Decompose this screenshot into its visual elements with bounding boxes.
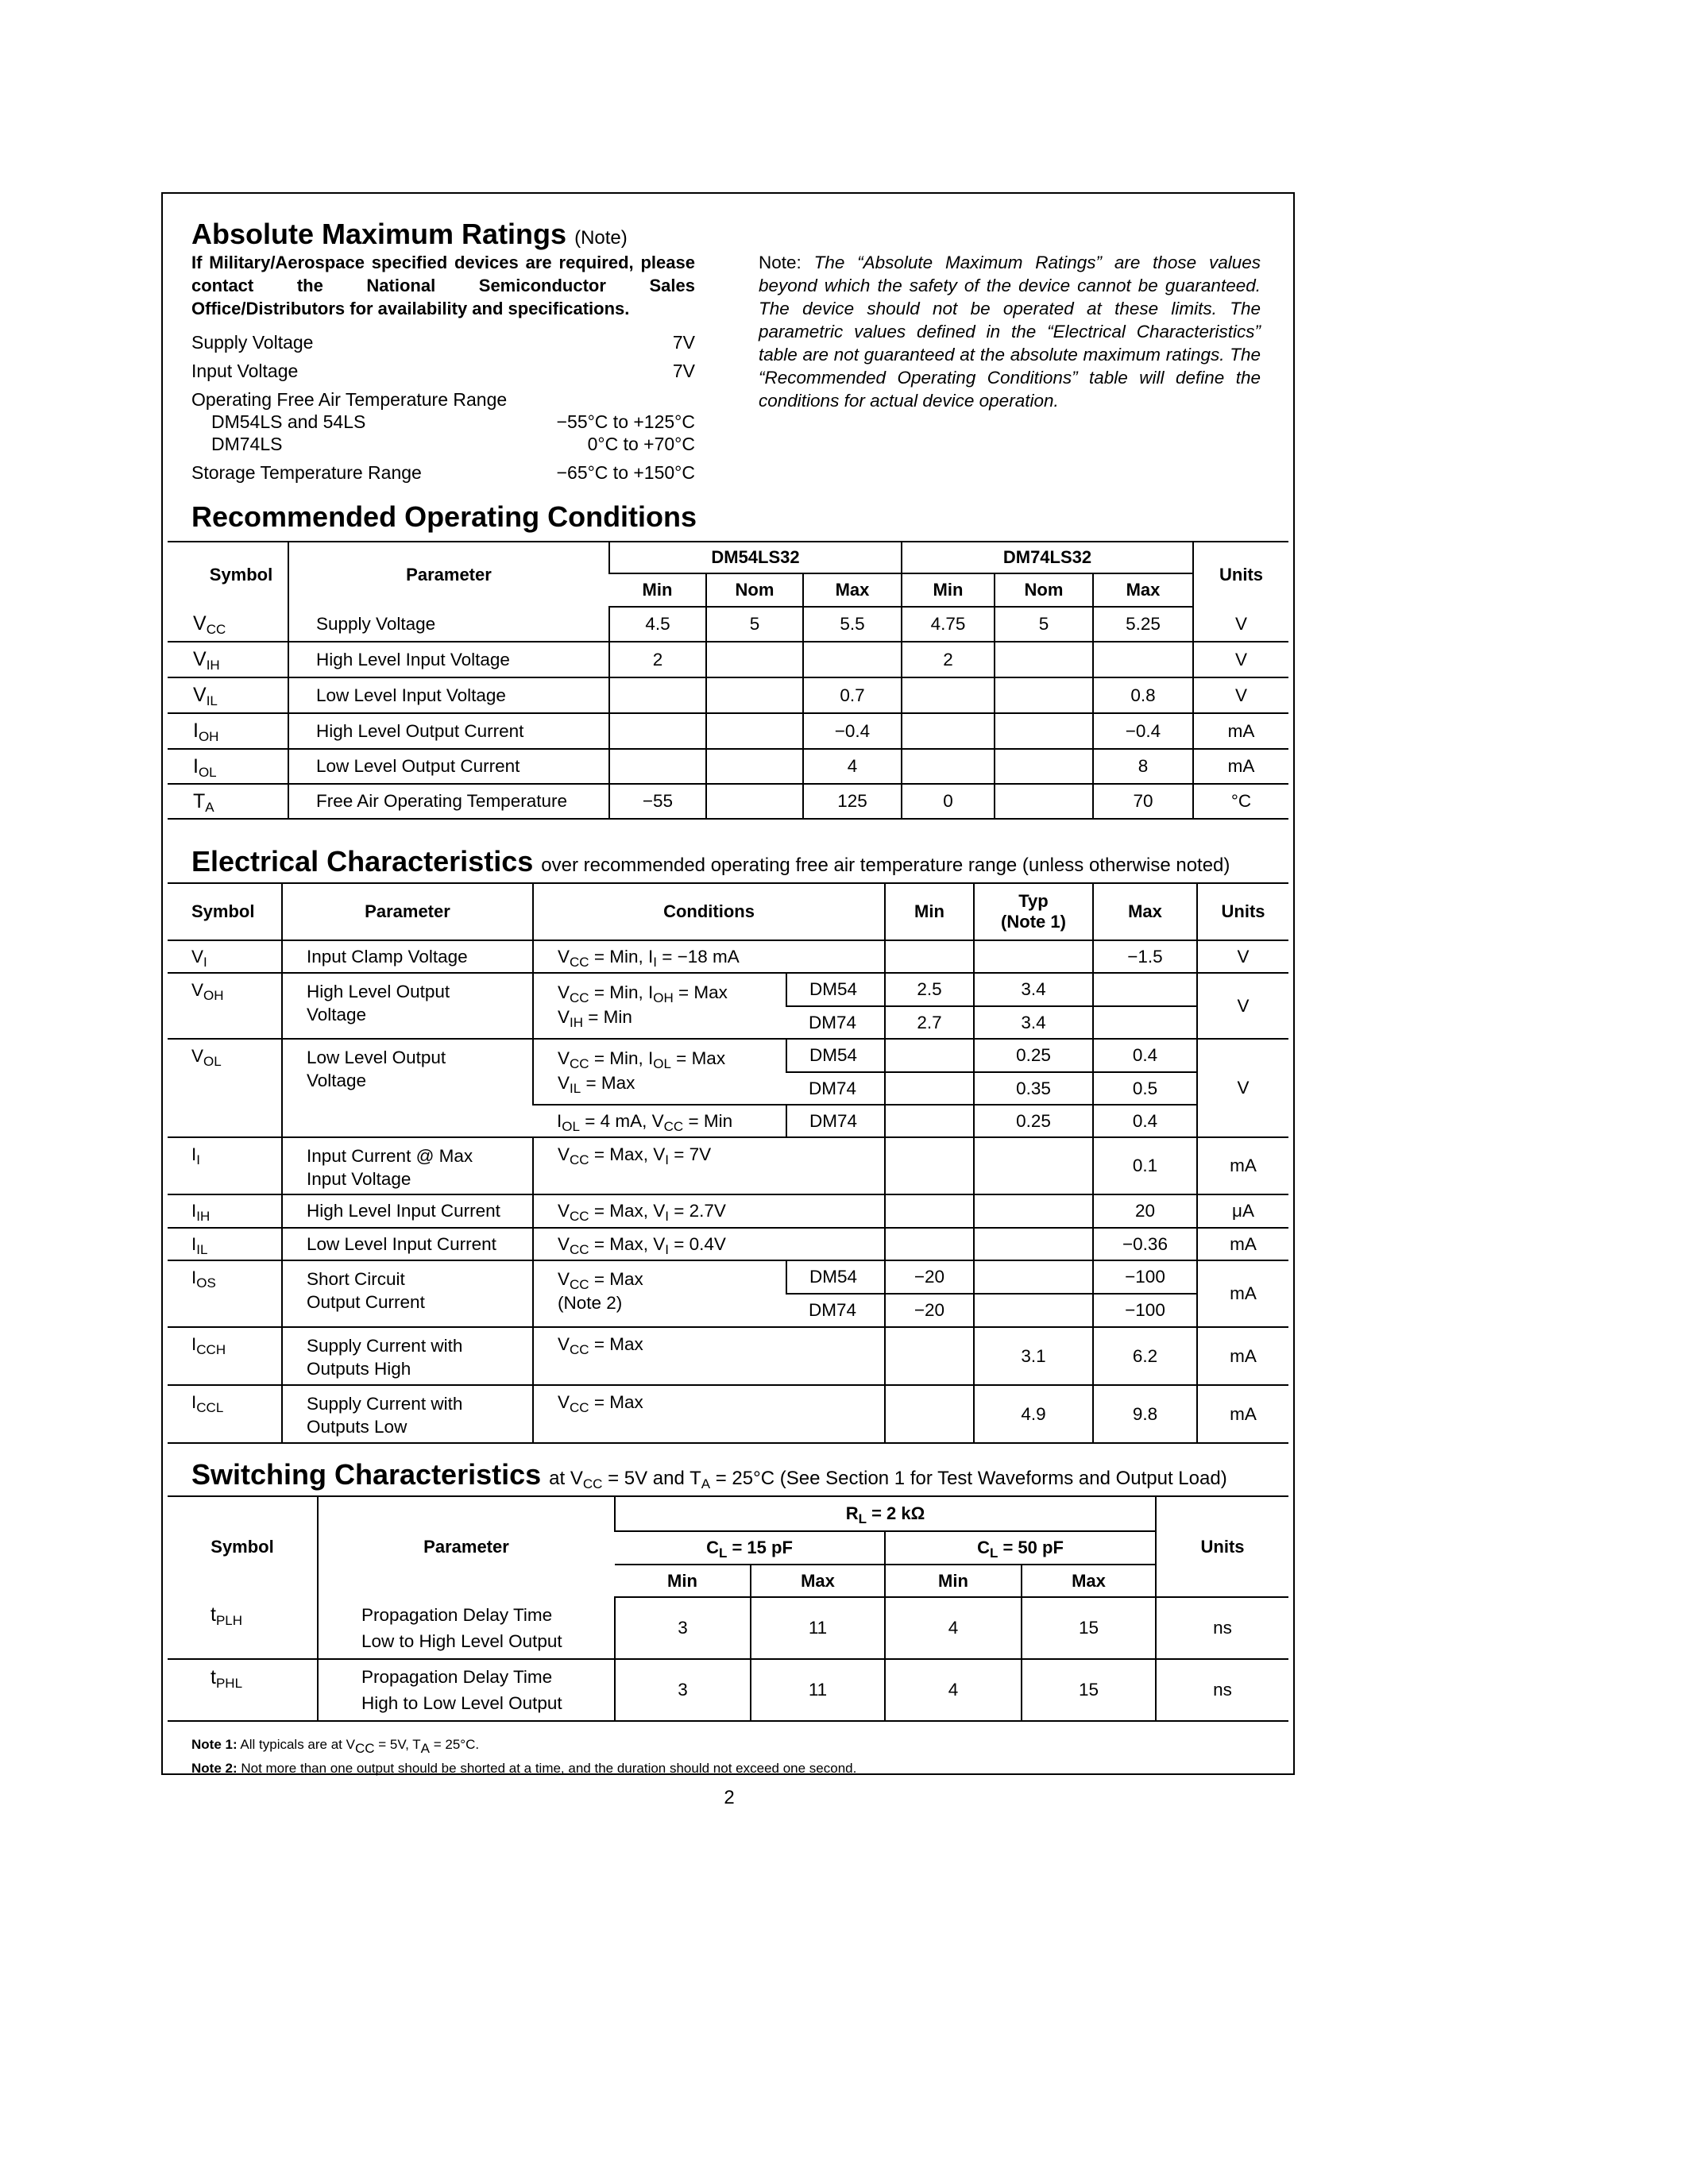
conditions-cell: $V_{CC}$ = Min, $I_{OL}$ = Max $V_{IL}$ = Max bbox=[533, 1039, 786, 1105]
value-cell bbox=[995, 642, 1093, 677]
page-number: 2 bbox=[724, 1787, 735, 1808]
amr-value: 7V bbox=[672, 361, 695, 381]
symbol-cell: $I_I$ bbox=[168, 1137, 282, 1194]
parameter-cell: Input Clamp Voltage bbox=[282, 940, 533, 973]
value-cell: 3 bbox=[615, 1659, 751, 1721]
value-cell: 0.4 bbox=[1093, 1105, 1197, 1137]
units-cell: mA bbox=[1197, 1385, 1288, 1443]
value-cell: 0.25 bbox=[974, 1039, 1093, 1072]
parameter-cell: Propagation Delay Time Low to High Level Output bbox=[318, 1597, 615, 1659]
units-cell: mA bbox=[1197, 1260, 1288, 1327]
parameter-cell: Propagation Delay Time High to Low Level Output bbox=[318, 1659, 615, 1721]
table-row bbox=[168, 1260, 1288, 1294]
conditions-cell: $V_{CC}$ = Max bbox=[533, 1385, 885, 1443]
amr-label: Storage Temperature Range bbox=[191, 462, 422, 483]
units-cell: °C bbox=[1193, 784, 1288, 819]
value-cell: 4 bbox=[803, 749, 902, 784]
symbol-cell: $I_{OL}$ bbox=[168, 749, 288, 784]
value-cell: 0.8 bbox=[1093, 677, 1193, 713]
device-cell: DM54 bbox=[786, 973, 885, 1006]
value-cell: 2 bbox=[609, 642, 706, 677]
device-cell: DM74 bbox=[786, 1105, 885, 1137]
ec-header-conditions: Conditions bbox=[533, 883, 885, 940]
roc-table bbox=[168, 541, 1288, 820]
symbol-cell: $I_{CCH}$ bbox=[168, 1327, 282, 1385]
ec-header-symbol: Symbol bbox=[168, 883, 282, 940]
symbol-cell: $V_{IL}$ bbox=[168, 677, 288, 713]
value-cell bbox=[706, 677, 803, 713]
value-cell: 11 bbox=[751, 1597, 885, 1659]
value-cell: −0.4 bbox=[1093, 713, 1193, 749]
roc-title: Recommended Operating Conditions bbox=[191, 500, 697, 533]
symbol-cell: $I_{OH}$ bbox=[168, 713, 288, 749]
roc-header-units: Units bbox=[1193, 542, 1288, 607]
ec-header-typ: Typ (Note 1) bbox=[974, 883, 1093, 940]
value-cell bbox=[995, 784, 1093, 819]
value-cell bbox=[995, 677, 1093, 713]
sc-header-rl: $R_L = 2$ kΩ bbox=[615, 1496, 1156, 1531]
units-cell: V bbox=[1193, 642, 1288, 677]
roc-header-nom: Nom bbox=[706, 573, 803, 607]
amr-value: −65°C to +150°C bbox=[556, 462, 695, 483]
value-cell: 15 bbox=[1022, 1659, 1156, 1721]
amr-label: Input Voltage bbox=[191, 361, 299, 381]
table-row bbox=[168, 1659, 1288, 1721]
value-cell: 9.8 bbox=[1093, 1385, 1197, 1443]
parameter-cell: Low Level Input Voltage bbox=[288, 677, 609, 713]
roc-header-symbol: Symbol bbox=[209, 564, 273, 585]
value-cell: −100 bbox=[1093, 1294, 1197, 1327]
amr-label: Supply Voltage bbox=[191, 332, 314, 353]
value-cell: 2 bbox=[902, 642, 995, 677]
value-cell: 15 bbox=[1022, 1597, 1156, 1659]
units-cell: V bbox=[1197, 973, 1288, 1039]
roc-header-dm74ls32: DM74LS32 bbox=[902, 542, 1193, 573]
value-cell bbox=[609, 677, 706, 713]
sc-header-max: Max bbox=[1022, 1565, 1156, 1597]
conditions-cell: $V_{CC}$ = Max (Note 2) bbox=[533, 1260, 786, 1327]
table-row bbox=[168, 713, 1288, 749]
conditions-cell: $V_{CC}$ = Max, $V_I = 2.7V$ bbox=[533, 1194, 885, 1228]
symbol-cell: $T_A$ bbox=[168, 784, 288, 819]
amr-label: DM54LS and 54LS bbox=[211, 411, 366, 432]
device-cell: DM74 bbox=[786, 1294, 885, 1327]
value-cell: 0.5 bbox=[1093, 1072, 1197, 1105]
parameter-cell: Free Air Operating Temperature bbox=[288, 784, 609, 819]
parameter-cell: Input Current @ Max Input Voltage bbox=[282, 1137, 533, 1194]
parameter-cell: Low Level Input Current bbox=[282, 1228, 533, 1260]
value-cell: 3.1 bbox=[974, 1327, 1093, 1385]
device-cell: DM54 bbox=[786, 1039, 885, 1072]
device-cell: DM54 bbox=[786, 1260, 885, 1294]
value-cell bbox=[1093, 642, 1193, 677]
value-cell: 4 bbox=[885, 1659, 1022, 1721]
value-cell bbox=[995, 749, 1093, 784]
symbol-cell: $I_{OS}$ bbox=[168, 1260, 282, 1327]
parameter-cell: High Level Input Voltage bbox=[288, 642, 609, 677]
value-cell: 11 bbox=[751, 1659, 885, 1721]
value-cell bbox=[706, 713, 803, 749]
symbol-cell: $I_{CCL}$ bbox=[168, 1385, 282, 1443]
symbol-cell: $I_{IH}$ bbox=[168, 1194, 282, 1228]
value-cell: −20 bbox=[885, 1260, 974, 1294]
table-row bbox=[168, 1327, 1288, 1385]
table-row bbox=[168, 642, 1288, 677]
roc-header-max: Max bbox=[803, 573, 902, 607]
parameter-cell: Supply Voltage bbox=[288, 607, 609, 642]
value-cell: 0.25 bbox=[974, 1105, 1093, 1137]
table-row bbox=[168, 1228, 1288, 1260]
ec-header-parameter: Parameter bbox=[282, 883, 533, 940]
sc-header-min: Min bbox=[885, 1565, 1022, 1597]
footnotes bbox=[191, 1733, 856, 1781]
note-1: Note 1: All typicals are at $V_{CC} = 5V$, $T_A = 25^\circ C$. bbox=[191, 1737, 480, 1756]
roc-header-parameter: Parameter bbox=[288, 542, 609, 607]
value-cell: 0 bbox=[902, 784, 995, 819]
parameter-cell: Supply Current with Outputs Low bbox=[282, 1385, 533, 1443]
value-cell: 8 bbox=[1093, 749, 1193, 784]
amr-value: −55°C to +125°C bbox=[556, 411, 695, 432]
amr-note: Note: The “Absolute Maximum Ratings” are those values beyond which the safety of the device cannot be guaranteed. The device should not be operated at these limits. The parametric values defined in the “Electrical Characteristics” table are not guaranteed at the absolute maximum ratings. The “Recommended Operating Conditions” table will define the conditions for actual device operation. bbox=[759, 253, 1261, 411]
ec-header-max: Max bbox=[1093, 883, 1197, 940]
value-cell: −1.5 bbox=[1093, 940, 1197, 973]
value-cell bbox=[803, 642, 902, 677]
roc-header-min: Min bbox=[609, 573, 706, 607]
note-2: Note 2: Not more than one output should be shorted at a time, and the duration should not exceed one second. bbox=[191, 1761, 857, 1776]
table-row bbox=[168, 1385, 1288, 1443]
value-cell: 0.7 bbox=[803, 677, 902, 713]
value-cell: 4.9 bbox=[974, 1385, 1093, 1443]
conditions-cell: $V_{CC}$ = Min, $I_I = -18$ mA bbox=[533, 940, 885, 973]
roc-header-dm54ls32: DM54LS32 bbox=[609, 542, 902, 573]
value-cell bbox=[902, 677, 995, 713]
value-cell: 3.4 bbox=[974, 973, 1093, 1006]
value-cell bbox=[995, 713, 1093, 749]
value-cell: 70 bbox=[1093, 784, 1193, 819]
value-cell bbox=[706, 642, 803, 677]
amr-value: 0°C to +70°C bbox=[587, 434, 695, 454]
conditions-cell: $V_{CC}$ = Min, $I_{OH}$ = Max $V_{IH}$ = Min bbox=[533, 973, 786, 1039]
roc-header-min: Min bbox=[902, 573, 995, 607]
value-cell bbox=[902, 749, 995, 784]
table-row bbox=[168, 607, 1288, 642]
table-row bbox=[168, 749, 1288, 784]
conditions-cell: $V_{CC}$ = Max, $V_I = 0.4V$ bbox=[533, 1228, 885, 1260]
value-cell: 4 bbox=[885, 1597, 1022, 1659]
units-cell: ns bbox=[1156, 1597, 1288, 1659]
value-cell: 20 bbox=[1093, 1194, 1197, 1228]
table-row bbox=[168, 1597, 1288, 1659]
sc-title: Switching Characteristics at $V_{CC} = 5V$ and $T_A = 25^\circ C$ (See Section 1 for Test Waveforms and Output Load) bbox=[191, 1458, 1227, 1491]
conditions-cell: $V_{CC}$ = Max, $V_I = 7V$ bbox=[533, 1137, 885, 1194]
table-row bbox=[168, 1137, 1288, 1194]
sc-header-units: Units bbox=[1156, 1496, 1288, 1597]
sc-header-parameter: Parameter bbox=[318, 1496, 615, 1597]
amr-value: 7V bbox=[672, 332, 695, 353]
ec-header-min: Min bbox=[885, 883, 974, 940]
conditions-cell: $I_{OL} = 4$ mA, $V_{CC}$ = Min bbox=[533, 1105, 786, 1137]
units-cell: mA bbox=[1193, 713, 1288, 749]
table-row bbox=[168, 784, 1288, 819]
value-cell: 4.75 bbox=[902, 607, 995, 642]
value-cell: 0.35 bbox=[974, 1072, 1093, 1105]
sc-header-symbol: Symbol bbox=[211, 1537, 274, 1557]
units-cell: V bbox=[1193, 677, 1288, 713]
table-row bbox=[168, 1039, 1288, 1072]
symbol-cell: $t_{PLH}$ bbox=[168, 1597, 318, 1659]
value-cell: 3.4 bbox=[974, 1006, 1093, 1039]
units-cell: V bbox=[1197, 1039, 1288, 1137]
ec-header-units: Units bbox=[1197, 883, 1288, 940]
units-cell: V bbox=[1197, 940, 1288, 973]
units-cell: mA bbox=[1197, 1228, 1288, 1260]
table-row bbox=[168, 677, 1288, 713]
parameter-cell: Low Level Output Voltage bbox=[282, 1039, 533, 1137]
units-cell: μA bbox=[1197, 1194, 1288, 1228]
value-cell: 5 bbox=[706, 607, 803, 642]
military-notice: If Military/Aerospace specified devices are required, please contact the National Semiconductor Sales Office/Distributors for availability and specifications. bbox=[191, 253, 695, 318]
sc-header-cl15: $C_L = 15$ pF bbox=[615, 1531, 885, 1565]
units-cell: ns bbox=[1156, 1659, 1288, 1721]
units-cell: mA bbox=[1197, 1137, 1288, 1194]
value-cell bbox=[902, 713, 995, 749]
device-cell: DM74 bbox=[786, 1072, 885, 1105]
value-cell: 2.5 bbox=[885, 973, 974, 1006]
value-cell: 4.5 bbox=[609, 607, 706, 642]
sc-header-max: Max bbox=[751, 1565, 885, 1597]
symbol-cell: $V_I$ bbox=[168, 940, 282, 973]
value-cell: 125 bbox=[803, 784, 902, 819]
sc-header-min: Min bbox=[615, 1565, 751, 1597]
units-cell: V bbox=[1193, 607, 1288, 642]
conditions-cell: $V_{CC}$ = Max bbox=[533, 1327, 885, 1385]
value-cell: 0.4 bbox=[1093, 1039, 1197, 1072]
symbol-cell: $V_{IH}$ bbox=[168, 642, 288, 677]
sc-table bbox=[168, 1495, 1288, 1722]
parameter-cell: High Level Output Voltage bbox=[282, 973, 533, 1039]
symbol-cell: $V_{OL}$ bbox=[168, 1039, 282, 1137]
roc-header-nom: Nom bbox=[995, 573, 1093, 607]
parameter-cell: High Level Input Current bbox=[282, 1194, 533, 1228]
amr-label: DM74LS bbox=[211, 434, 283, 454]
value-cell: 2.7 bbox=[885, 1006, 974, 1039]
amr-title: Absolute Maximum Ratings (Note) bbox=[191, 218, 628, 250]
value-cell: −20 bbox=[885, 1294, 974, 1327]
value-cell bbox=[706, 749, 803, 784]
table-row bbox=[168, 1194, 1288, 1228]
parameter-cell: High Level Output Current bbox=[288, 713, 609, 749]
table-row bbox=[168, 940, 1288, 973]
ec-title: Electrical Characteristics over recommended operating free air temperature range (unless otherwise noted) bbox=[191, 845, 1230, 878]
parameter-cell: Supply Current with Outputs High bbox=[282, 1327, 533, 1385]
value-cell bbox=[706, 784, 803, 819]
units-cell: mA bbox=[1193, 749, 1288, 784]
value-cell: 5.25 bbox=[1093, 607, 1193, 642]
parameter-cell: Low Level Output Current bbox=[288, 749, 609, 784]
symbol-cell: $V_{CC}$ bbox=[168, 607, 288, 642]
value-cell: 6.2 bbox=[1093, 1327, 1197, 1385]
value-cell: −55 bbox=[609, 784, 706, 819]
device-cell: DM74 bbox=[786, 1006, 885, 1039]
value-cell: −0.4 bbox=[803, 713, 902, 749]
symbol-cell: $t_{PHL}$ bbox=[168, 1659, 318, 1721]
value-cell: −100 bbox=[1093, 1260, 1197, 1294]
table-row bbox=[168, 973, 1288, 1006]
amr-label: Operating Free Air Temperature Range bbox=[191, 389, 508, 410]
value-cell: 0.1 bbox=[1093, 1137, 1197, 1194]
symbol-cell: $V_{OH}$ bbox=[168, 973, 282, 1039]
parameter-cell: Short Circuit Output Current bbox=[282, 1260, 533, 1327]
sc-header-cl50: $C_L = 50$ pF bbox=[885, 1531, 1156, 1565]
value-cell: 3 bbox=[615, 1597, 751, 1659]
value-cell: 5 bbox=[995, 607, 1093, 642]
value-cell bbox=[609, 713, 706, 749]
units-cell: mA bbox=[1197, 1327, 1288, 1385]
roc-header-max: Max bbox=[1093, 573, 1193, 607]
ec-table bbox=[168, 882, 1288, 1444]
value-cell bbox=[609, 749, 706, 784]
symbol-cell: $I_{IL}$ bbox=[168, 1228, 282, 1260]
value-cell: 5.5 bbox=[803, 607, 902, 642]
value-cell: −0.36 bbox=[1093, 1228, 1197, 1260]
